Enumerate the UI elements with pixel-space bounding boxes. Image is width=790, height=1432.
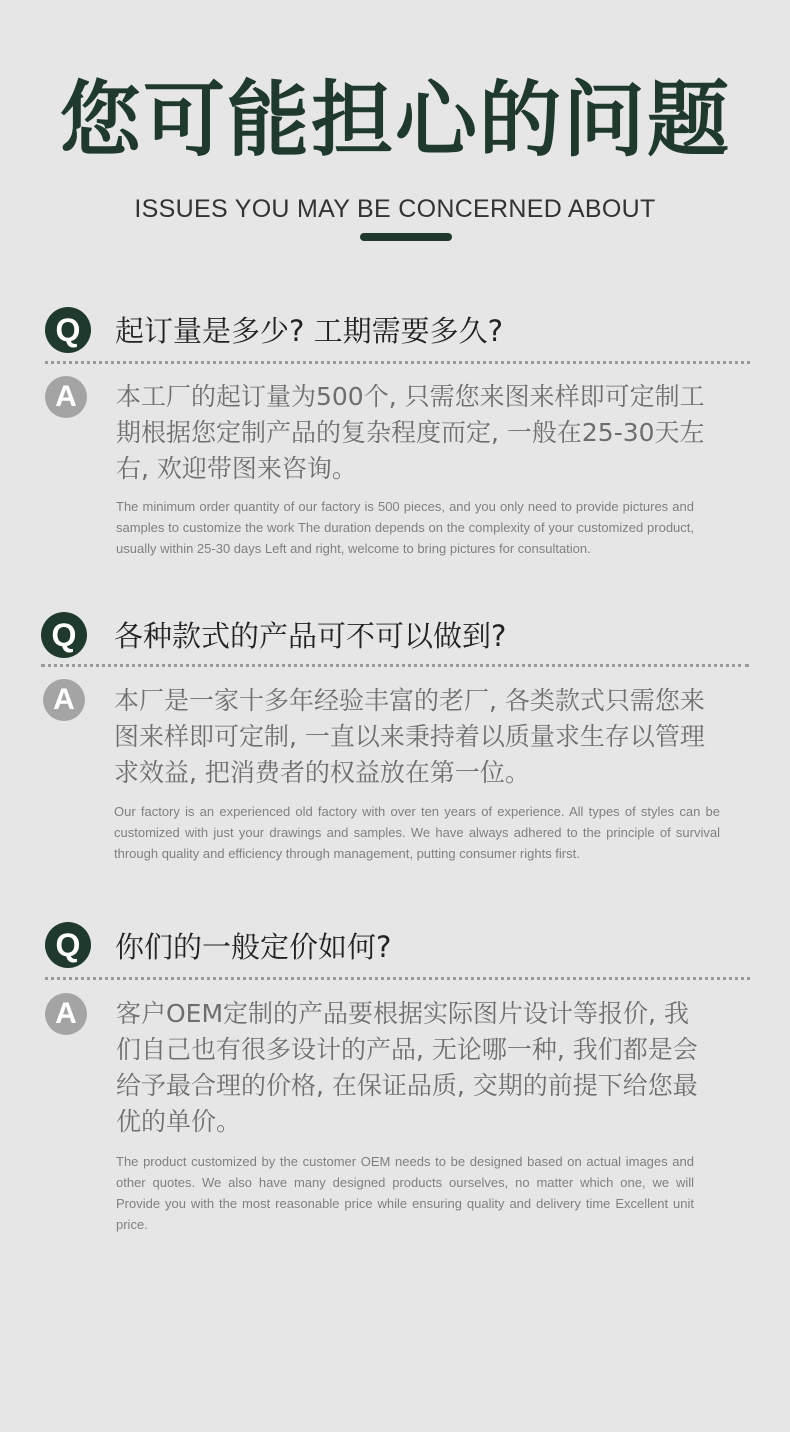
answer-text-en: Our factory is an experienced old factory with over ten years of experience. All types of styles can be customized with just your drawings and samples. We have always adhered to the principle of survival through quality and efficiency through management, putting consumer rights first. [114,804,720,861]
page-subtitle: ISSUES YOU MAY BE CONCERNED ABOUT [134,195,656,223]
question-text: 你们的一般定价如何? [115,930,392,964]
question-text: 起订量是多少? 工期需要多久? [115,314,504,348]
question-badge-icon: Q [45,922,91,968]
answer-text-en: The product customized by the customer OEM needs to be designed based on actual images and other quotes. We also have many designed products ourselves, no matter which one, we will Provide you with the most reasonable price while ensuring quality and delivery time Excellent unit price. [116,1154,694,1232]
question-badge-icon: Q [41,612,87,658]
answer-badge-icon: A [43,679,85,721]
answer-badge-icon: A [45,376,87,418]
dotted-divider [45,977,750,980]
answer-text-en: The minimum order quantity of our factory is 500 pieces, and you only need to provide pictures and samples to customize the work The duration depends on the complexity of your customized product, usually within 25-30 days Left and right, welcome to bring pictures for consultation. [116,499,694,556]
dotted-divider [45,361,750,364]
answer-badge-icon: A [45,993,87,1035]
dotted-divider [41,664,749,667]
title-underline [360,233,452,241]
answer-text-zh: 本厂是一家十多年经验丰富的老厂, 各类款式只需您来图来样即可定制, 一直以来秉持着以质量求生存以管理求效益, 把消费者的权益放在第一位。 [114,686,705,787]
question-badge-icon: Q [45,307,91,353]
answer-text-zh: 客户OEM定制的产品要根据实际图片设计等报价, 我们自己也有很多设计的产品, 无论哪一种, 我们都是会给予最合理的价格, 在保证品质, 交期的前提下给您最优的单价。 [116,999,698,1136]
page-title: 您可能担心的问题 [58,73,731,168]
answer-text-zh: 本工厂的起订量为500个, 只需您来图来样即可定制工期根据您定制产品的复杂程度而定, 一般在25-30天左右, 欢迎带图来咨询。 [116,382,705,483]
question-text: 各种款式的产品可不可以做到? [114,619,507,653]
